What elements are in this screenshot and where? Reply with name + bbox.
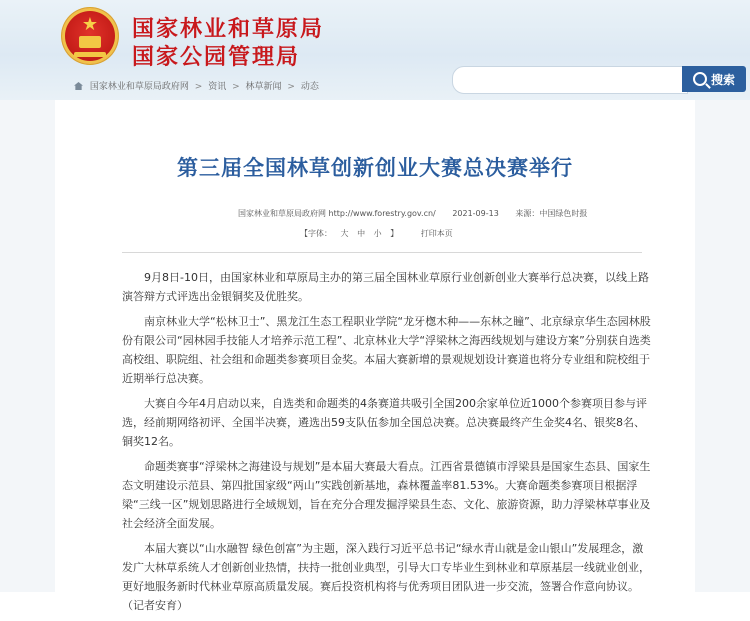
paragraph: 9月8日-10日，由国家林业和草原局主办的第三届全国林业草原行业创新创业大赛举行总决赛，以线上路演答辩方式评选出金银铜奖及优胜奖。 (122, 271, 649, 303)
search-button-label: 搜索 (710, 72, 735, 87)
search-button[interactable] (682, 66, 746, 92)
divider (122, 252, 642, 253)
paragraph: 南京林业大学“松林卫士”、黑龙江生态工程职业学院“龙牙楤木种——东林之瞳”、北京绿京华生态园林股份有限公司“园林园手技能人才培养示范工程”、北京林业大学“浮梁林之海西线规划与建设方案”分别获自选类高校组、职院组、社会组和命题类参赛项目金奖。本届大赛新增的景观规划设计赛道也将分专业组和院校组于近期举行总决赛。 (122, 315, 651, 385)
national-emblem-icon: ★ (62, 8, 118, 64)
article-body (122, 268, 652, 621)
print-link[interactable]: 打印本页 (420, 229, 453, 238)
font-size-controls (300, 228, 459, 239)
paragraph: 大赛自今年4月启动以来，自选类和命题类的4条赛道共吸引全国200余家单位近1000个参赛项目参与评选，经前期网络初评、全国半决赛，遴选出59支队伍参加全国总决赛。总决赛最终产生金奖4名、银奖8名、铜奖12名。 (122, 397, 647, 448)
article-title: 第三届全国林草创新创业大赛总决赛举行 (177, 156, 573, 180)
font-size-close: 】 (390, 229, 399, 238)
paragraph: 本届大赛以“山水融智 绿色创富”为主题，深入践行习近平总书记“绿水青山就是金山银山”发展理念，激发广大林草系统人才创新创业热情，扶持一批创业典型，引导大口专毕业生到林业和草原基层一线就业创业，更好地服务新时代林业草原高质量发展。赛后投资机构将与优秀项目团队进一步交流，签署合作意向协议。（记者安育） (122, 542, 650, 612)
article-date: 2021-09-13 (452, 209, 499, 218)
font-size-medium[interactable]: 中 (357, 229, 366, 238)
breadcrumb-current[interactable]: 动态 (300, 82, 319, 92)
breadcrumb-home[interactable]: 国家林业和草原局政府网 (89, 82, 189, 92)
breadcrumb-news[interactable]: 资讯 (208, 82, 227, 92)
breadcrumb: 国家林业和草原局政府网 > 资讯 > 林草新闻 > 动态 (74, 79, 319, 92)
article-meta (238, 208, 601, 219)
breadcrumb-forest-news[interactable]: 林草新闻 (245, 82, 282, 92)
site-title-line1[interactable]: 国家林业和草原局 (132, 17, 325, 42)
article-source: 国家林业和草原局政府网 http://www.forestry.gov.cn/ (238, 209, 436, 218)
font-size-label: 【字体： (300, 229, 332, 238)
home-icon (74, 82, 83, 90)
font-size-large[interactable]: 大 (340, 229, 349, 238)
paragraph: 命题类赛事“浮梁林之海建设与规划”是本届大赛最大看点。江西省景德镇市浮梁县是国家生态县、国家生态文明建设示范县、第四批国家级“两山”实践创新基地，森林覆盖率81.53%。大赛命题类参赛项目根据浮梁“三线一区”规划思路进行全域规划，旨在充分合理发掘浮梁县生态、文化、旅游资源，助力浮梁林草事业及社会经济全面发展。 (122, 460, 651, 530)
site-title-line2[interactable]: 国家公园管理局 (132, 45, 301, 70)
font-size-small[interactable]: 小 (373, 229, 382, 238)
search-input[interactable] (452, 66, 688, 94)
site-header (0, 0, 750, 100)
article-origin: 来源：中国绿色时报 (515, 209, 588, 218)
search-icon (693, 72, 707, 86)
